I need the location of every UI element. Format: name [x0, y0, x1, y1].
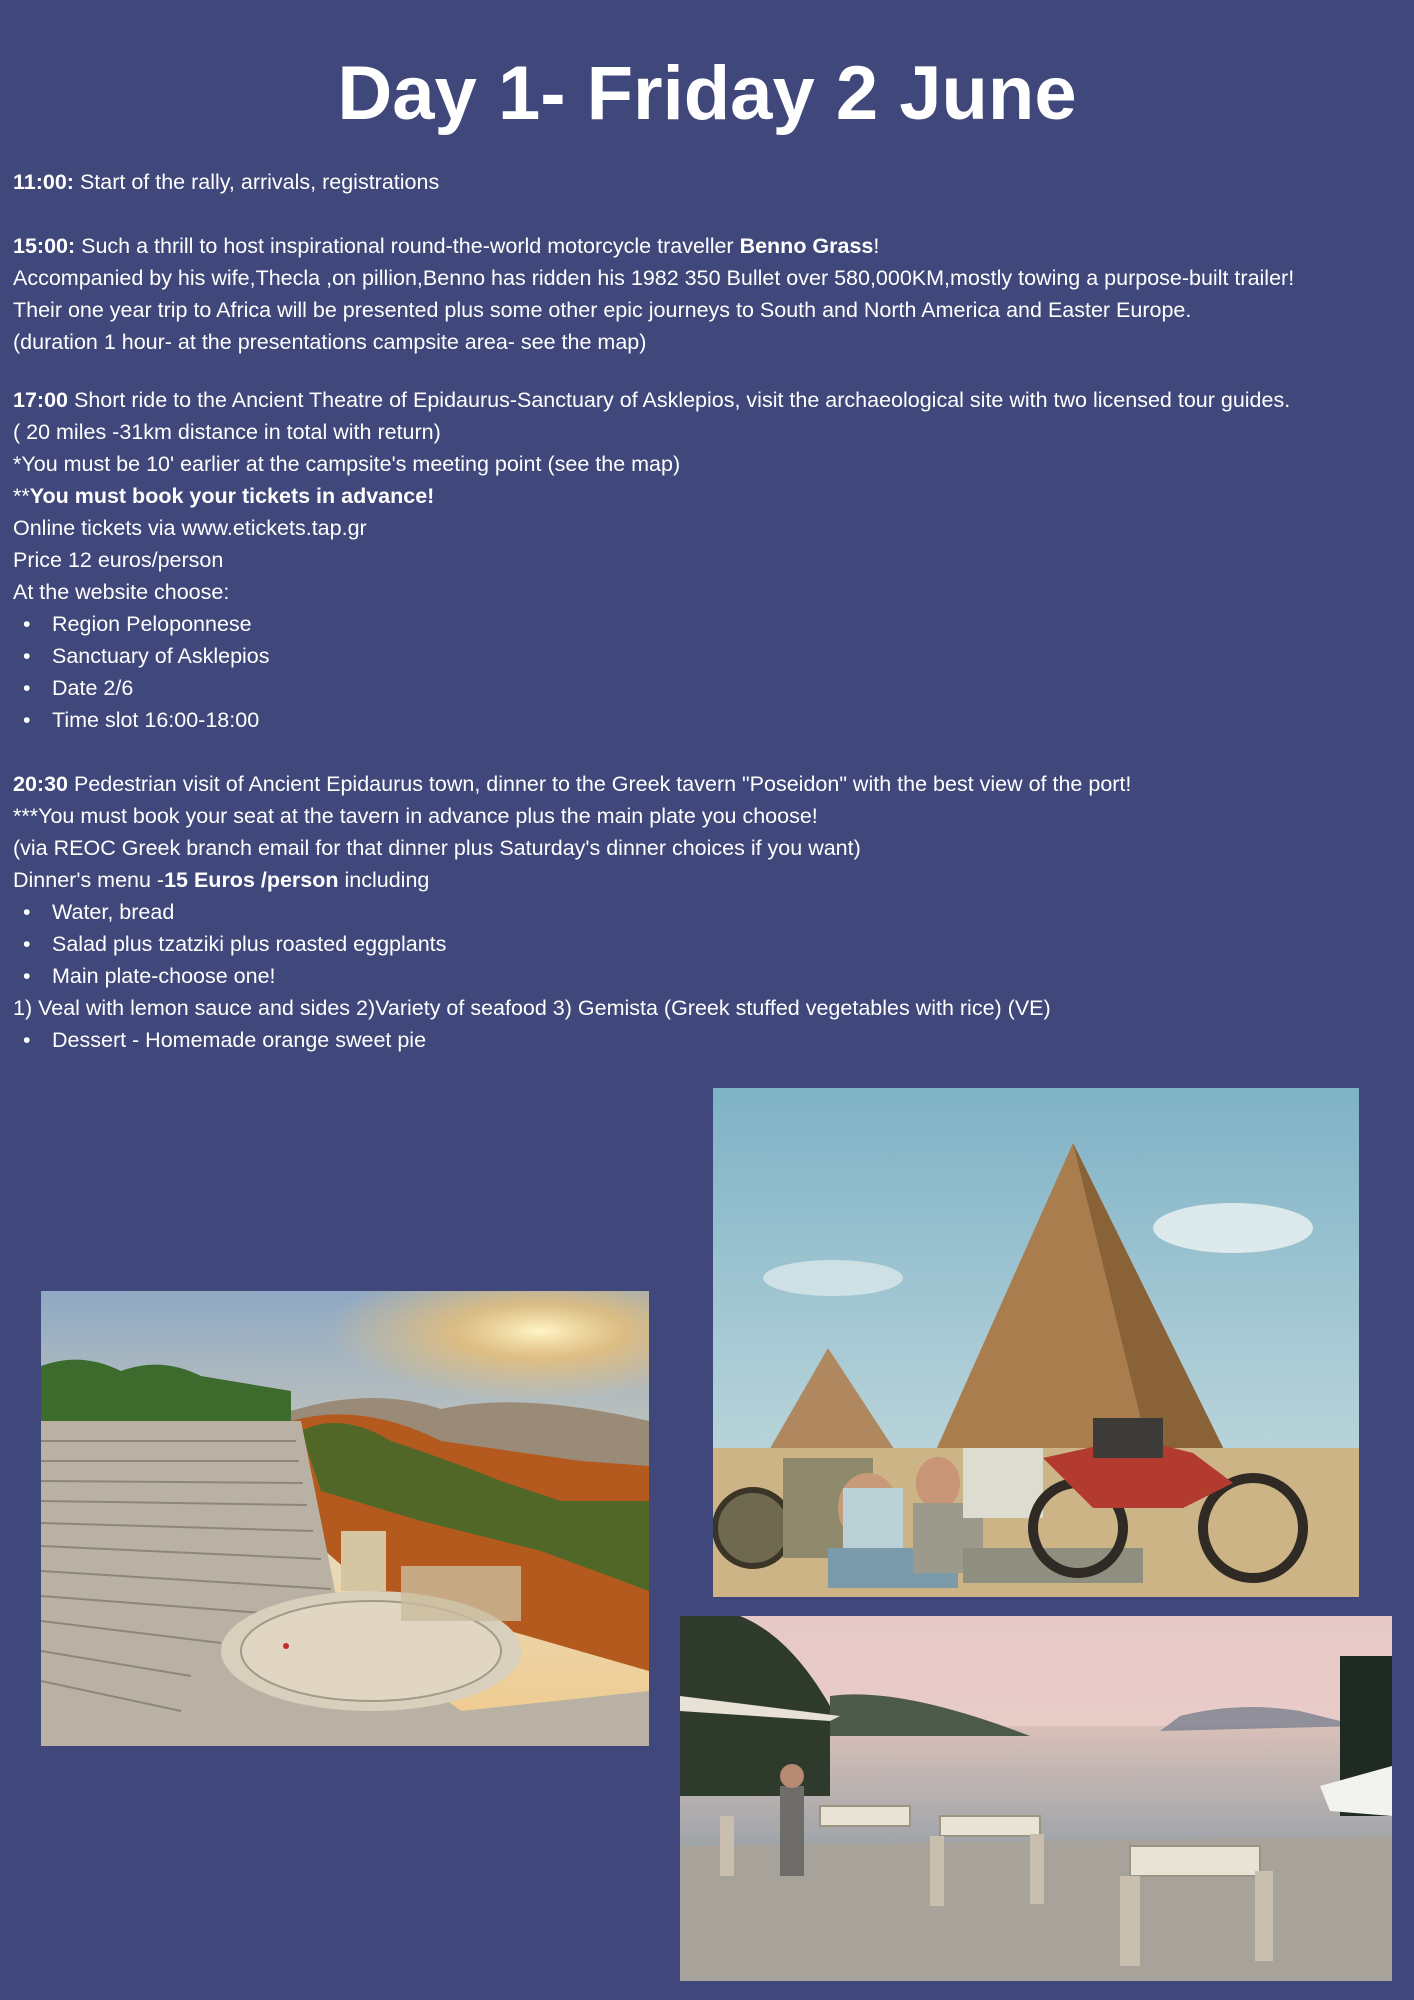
list-item: • Dessert - Homemade orange sweet pie: [13, 1024, 1408, 1056]
item-text: Start of the rally, arrivals, registrations: [73, 170, 440, 194]
list-item: • Water, bread: [13, 896, 1408, 928]
time-label: 15:00:: [13, 234, 76, 258]
schedule-item-1700: [13, 384, 1408, 416]
item-text: !: [873, 234, 880, 258]
item-line: (duration 1 hour- at the presentations campsite area- see the map): [13, 330, 647, 354]
item-line: Price 12 euros/person: [13, 548, 224, 572]
time-label: 20:30: [13, 772, 68, 796]
list-item: • Time slot 16:00-18:00: [13, 704, 1408, 736]
time-label: 11:00:: [13, 170, 74, 194]
schedule-content: [13, 166, 1408, 1056]
item-line: Their one year trip to Africa will be presented plus some other epic journeys to South and North America and Easter Europe.: [13, 298, 1192, 322]
schedule-item-1500: [13, 230, 1408, 262]
speaker-name: Benno Grass: [739, 234, 874, 258]
item-text: **: [13, 484, 30, 508]
list-item: • Region Peloponnese: [13, 608, 1408, 640]
booking-warning: [13, 480, 1408, 512]
tickets-link-line: Online tickets via www.etickets.tap.gr: [13, 516, 367, 540]
list-item: • Main plate-choose one!: [13, 960, 1408, 992]
item-text: Dinner's menu -: [13, 868, 165, 892]
item-text: Such a thrill to host inspirational round-the-world motorcycle traveller: [75, 234, 740, 258]
item-line: (via REOC Greek branch email for that dinner plus Saturday's dinner choices if you want): [13, 836, 861, 860]
item-text: Short ride to the Ancient Theatre of Epidaurus-Sanctuary of Asklepios, visit the archaeological site with two licensed tour guides.: [68, 388, 1291, 412]
item-line: Accompanied by his wife,Thecla ,on pillion,Benno has ridden his 1982 350 Bullet over 580,000KM,mostly towing a purpose-built trailer!: [13, 266, 1295, 290]
item-text: Pedestrian visit of Ancient Epidaurus town, dinner to the Greek tavern "Poseidon" with the best view of the port!: [68, 772, 1132, 796]
menu-price: 15 Euros /person: [164, 868, 339, 892]
travellers-pyramid-photo: [713, 1088, 1359, 1597]
warning-text: You must book your tickets in advance!: [29, 484, 435, 508]
schedule-item-2030: [13, 768, 1408, 800]
item-line: ***You must book your seat at the tavern in advance plus the main plate you choose!: [13, 804, 818, 828]
list-item: • Sanctuary of Asklepios: [13, 640, 1408, 672]
page-title: Day 1- Friday 2 June: [337, 51, 1077, 136]
schedule-item-1100: [13, 166, 1408, 198]
item-line: *You must be 10' earlier at the campsite's meeting point (see the map): [13, 452, 681, 476]
menu-options: 1) Veal with lemon sauce and sides 2)Variety of seafood 3) Gemista (Greek stuffed vegetables with rice) (VE): [13, 996, 1051, 1020]
menu-line: [13, 864, 1408, 896]
time-label: 17:00: [13, 388, 68, 412]
item-line: ( 20 miles -31km distance in total with return): [13, 420, 441, 444]
theatre-photo: [41, 1291, 649, 1746]
item-text: including: [338, 868, 430, 892]
list-item: • Date 2/6: [13, 672, 1408, 704]
list-item: • Salad plus tzatziki plus roasted eggplants: [13, 928, 1408, 960]
item-line: At the website choose:: [13, 580, 230, 604]
tavern-port-photo: [680, 1616, 1392, 1981]
